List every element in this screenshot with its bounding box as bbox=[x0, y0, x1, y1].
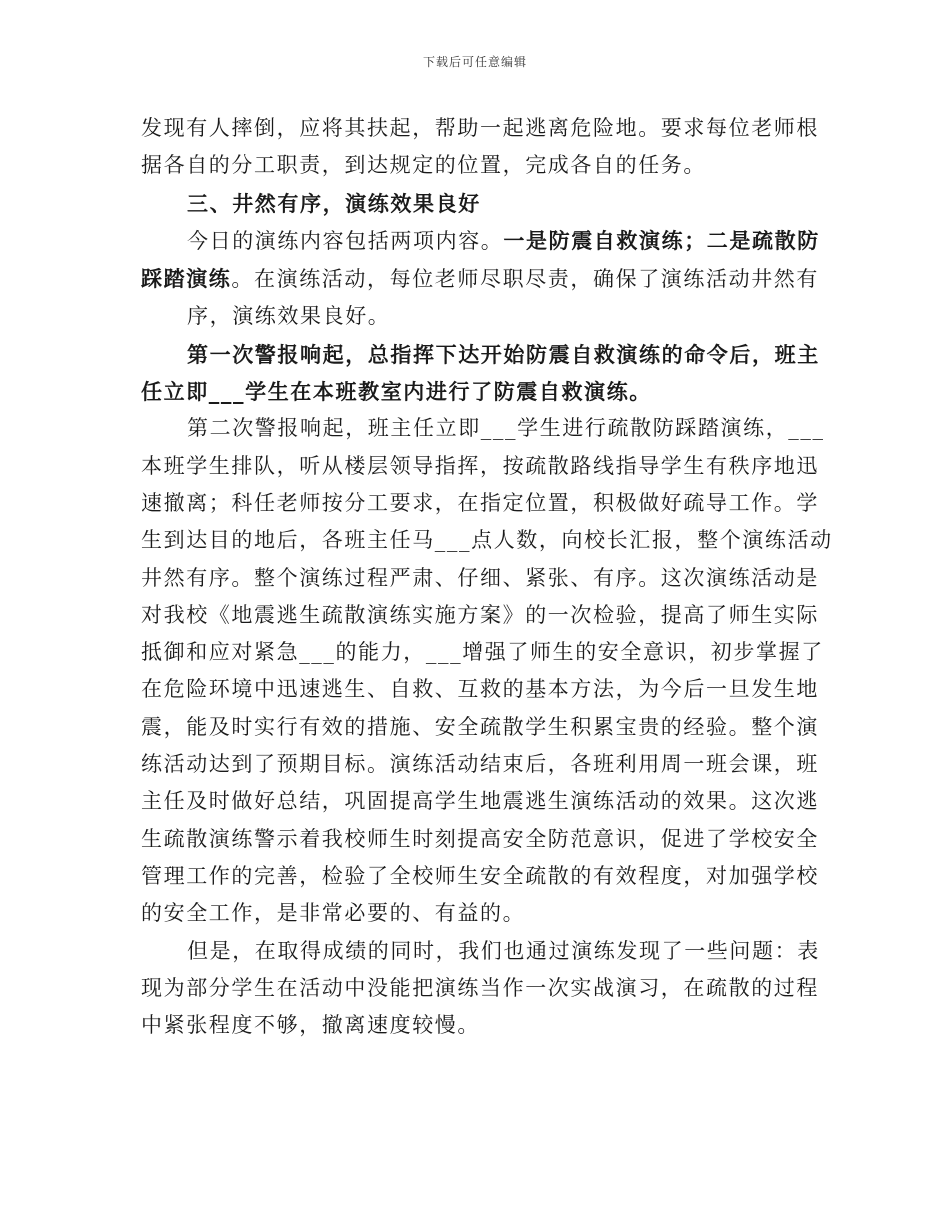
text-line: 但是，在取得成绩的同时，我们也通过演练发现了一些问题：表 bbox=[187, 938, 820, 963]
text-line: 震，能及时实行有效的措施、安全疏散学生积累宝贵的经验。整个演 bbox=[141, 714, 819, 739]
paragraph-4 bbox=[141, 410, 833, 932]
text-line: 在危险环境中迅速逃生、自救、互救的基本方法，为今后一旦发生地 bbox=[141, 677, 819, 702]
text-line: 主任及时做好总结，巩固提高学生地震逃生演练活动的效果。这次逃 bbox=[141, 789, 819, 814]
text-line: 本班学生排队，听从楼层领导指挥，按疏散路线指导学生有秩序地迅 bbox=[141, 453, 819, 478]
text-line: 抵御和应对紧急___的能力，___增强了师生的安全意识，初步掌握了 bbox=[141, 640, 824, 665]
document-body bbox=[141, 110, 833, 1044]
paragraph-2 bbox=[141, 222, 820, 336]
paragraph-1 bbox=[141, 110, 819, 185]
text-line: 现为部分学生在活动中没能把演练当作一次实战演习，在疏散的过程 bbox=[141, 975, 819, 1000]
text-line: 生到达目的地后，各班主任马___点人数，向校长汇报，整个演练活动 bbox=[141, 528, 833, 553]
section-heading-3: 三、井然有序，演练效果良好 bbox=[187, 190, 481, 216]
text-line: 练活动达到了预期目标。演练活动结束后，各班利用周一班会课，班 bbox=[141, 752, 819, 777]
text-line: 井然有序。整个演练过程严肃、仔细、紧张、有序。这次演练活动是 bbox=[141, 565, 819, 590]
text-line: 生疏散演练警示着我校师生时刻提高安全防范意识，促进了学校安全 bbox=[141, 826, 819, 851]
text-run: 今日的演练内容包括两项内容。 bbox=[187, 228, 504, 253]
text-line: 任立即___学生在本班教室内进行了防震自救演练。 bbox=[141, 379, 652, 405]
text-line: 速撤离；科任老师按分工要求，在指定位置，积极做好疏导工作。学 bbox=[141, 490, 819, 515]
paragraph-5 bbox=[141, 933, 820, 1045]
bold-text-run: 一是防震自救演练；二是疏散防 bbox=[503, 227, 820, 253]
text-line: 序，演练效果良好。 bbox=[187, 304, 391, 329]
text-line: 中紧张程度不够，撤离速度较慢。 bbox=[141, 1013, 480, 1038]
text-line: 据各自的分工职责，到达规定的位置，完成各自的任务。 bbox=[141, 153, 706, 178]
text-line: 第二次警报响起，班主任立即___学生进行疏散防踩踏演练，___ bbox=[187, 416, 825, 441]
text-line: 第一次警报响起，总指挥下达开始防震自救演练的命令后，班主 bbox=[187, 341, 820, 367]
text-line: 的安全工作，是非常必要的、有益的。 bbox=[141, 901, 526, 926]
text-line: 管理工作的完善，检验了全校师生安全疏散的有效程度，对加强学校 bbox=[141, 863, 819, 888]
bold-text-run: 踩踏演练 bbox=[141, 266, 232, 292]
text-line: 对我校《地震逃生疏散演练实施方案》的一次检验，提高了师生实际 bbox=[141, 602, 819, 627]
text-run: 。在演练活动，每位老师尽职尽责，确保了演练活动井然有 bbox=[231, 267, 820, 292]
text-line bbox=[141, 260, 820, 298]
paragraph-3 bbox=[141, 336, 820, 411]
text-line bbox=[141, 222, 820, 260]
text-line: 发现有人摔倒，应将其扶起，帮助一起逃离危险地。要求每位老师根 bbox=[141, 116, 819, 140]
page-header: 下载后可任意编辑 bbox=[422, 55, 527, 69]
